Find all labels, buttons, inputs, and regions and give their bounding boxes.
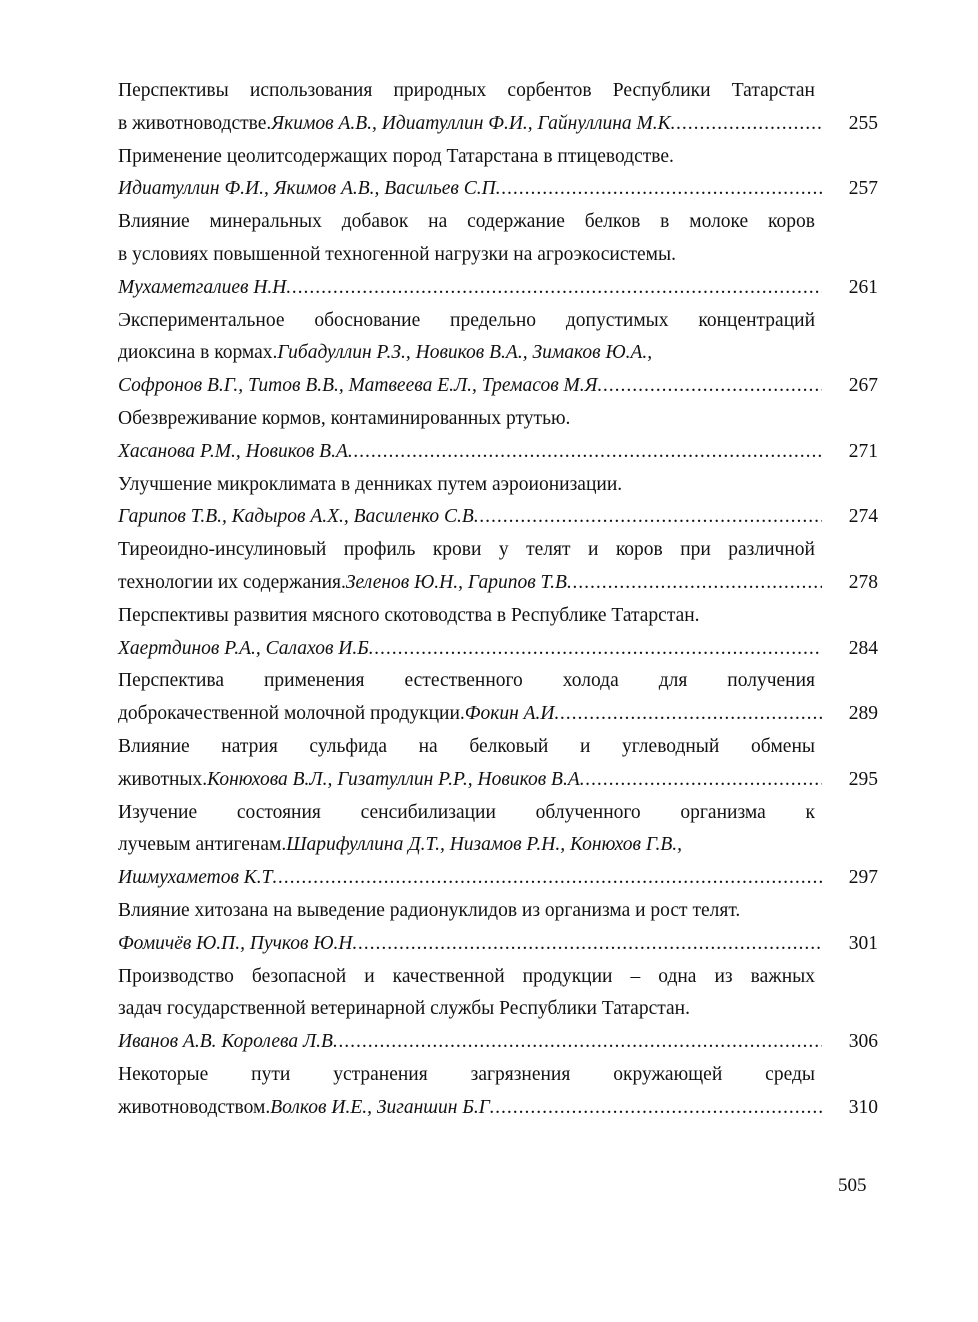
toc-line	[118, 567, 878, 600]
toc-line	[118, 108, 878, 141]
entry-page-number: 271	[848, 440, 878, 462]
entry-authors: Волков И.Е., Зиганшин Б.Г	[270, 1096, 490, 1118]
dot-leader	[353, 928, 823, 961]
entry-title-line: Перспективы развития мясного скотоводства в Республике Татарстан.	[118, 604, 700, 626]
toc-entry	[118, 665, 878, 731]
dot-leader	[597, 370, 822, 403]
entry-title-line: в животноводстве.	[118, 112, 272, 134]
toc-line	[118, 797, 878, 830]
entry-title-line: Влияние хитозана на выведение радионуклидов из организма и рост телят.	[118, 899, 741, 921]
toc-entry	[118, 797, 878, 895]
dot-leader	[348, 436, 822, 469]
dot-leader	[333, 1026, 822, 1059]
toc-entry	[118, 403, 878, 469]
entry-page-number: 267	[848, 375, 878, 397]
entry-title-line: Изучение состояния сенсибилизации облученного организма к	[118, 801, 815, 823]
entry-title-line: Экспериментальное обоснование предельно допустимых концентраций	[118, 309, 815, 331]
toc-line	[118, 173, 878, 206]
entry-page-number: 257	[848, 178, 878, 200]
toc-line	[118, 206, 878, 239]
toc-line	[118, 665, 878, 698]
entry-title-line: задач государственной ветеринарной службы Республики Татарстан.	[118, 998, 690, 1020]
toc-entry	[118, 1059, 878, 1125]
entry-authors: Софронов В.Г., Титов В.В., Матвеева Е.Л., Тремасов М.Я	[118, 375, 598, 397]
toc-line	[118, 895, 878, 928]
entry-authors: Фокин А.И	[464, 703, 555, 725]
toc-line	[118, 961, 878, 994]
toc-entry	[118, 731, 878, 797]
toc-line	[118, 501, 878, 534]
entry-page-number: 261	[848, 276, 878, 298]
toc-line	[118, 1092, 878, 1125]
toc-line	[118, 141, 878, 174]
entry-authors: Хасанова Р.М., Новиков В.А	[118, 440, 348, 462]
entry-title-line: животных.	[118, 768, 208, 790]
dot-leader	[580, 764, 822, 797]
entry-page-number: 278	[848, 571, 878, 593]
entry-page-number: 306	[848, 1031, 878, 1053]
entry-title-line: животноводством.	[118, 1096, 271, 1118]
toc-line	[118, 633, 878, 666]
toc-line	[118, 1059, 878, 1092]
toc-entry	[118, 961, 878, 1059]
entry-authors: Шарифуллина Д.Т., Низамов Р.Н., Конюхов Г.В.,	[286, 834, 682, 856]
toc-line	[118, 239, 878, 272]
toc-line	[118, 75, 878, 108]
entry-title-line: Перспективы использования природных сорбентов Республики Татарстан	[118, 80, 815, 101]
entry-page-number: 295	[848, 768, 878, 790]
entry-title-line: лучевым антигенам.	[118, 834, 287, 856]
entry-page-number: 301	[848, 932, 878, 954]
toc-line	[118, 305, 878, 338]
toc-line	[118, 993, 878, 1026]
toc-line	[118, 337, 878, 370]
toc-entry	[118, 206, 878, 304]
toc-entry	[118, 600, 878, 666]
entry-title-line: доброкачественной молочной продукции.	[118, 703, 465, 725]
dot-leader	[555, 698, 823, 731]
toc-line	[118, 436, 878, 469]
entry-authors: Иванов А.В. Королева Л.В	[118, 1031, 333, 1053]
dot-leader	[671, 108, 822, 141]
toc-entry	[118, 75, 878, 141]
toc-line	[118, 862, 878, 895]
dot-leader	[272, 862, 822, 895]
toc-entry	[118, 895, 878, 961]
entry-title-line: Обезвреживание кормов, контаминированных ртутью.	[118, 407, 571, 429]
entry-authors: Якимов А.В., Идиатуллин Ф.И., Гайнуллина М.К	[271, 112, 671, 134]
entry-title-line: Применение цеолитсодержащих пород Татарстана в птицеводстве.	[118, 145, 674, 167]
toc-line	[118, 698, 878, 731]
toc-line	[118, 764, 878, 797]
dot-leader	[490, 1092, 822, 1125]
toc-entry	[118, 534, 878, 600]
entry-authors: Зеленов Ю.Н., Гарипов Т.В	[345, 571, 567, 593]
dot-leader	[369, 633, 822, 666]
entry-page-number: 289	[848, 703, 878, 725]
entry-title-line: технологии их содержания.	[118, 571, 346, 593]
entry-authors: Гарипов Т.В., Кадыров А.Х., Василенко С.В	[118, 506, 474, 528]
dot-leader	[496, 173, 822, 206]
entry-authors: Фомичёв Ю.П., Пучков Ю.Н	[118, 932, 353, 954]
dot-leader	[474, 501, 822, 534]
toc-line	[118, 829, 878, 862]
toc-entry	[118, 141, 878, 207]
entry-authors: Хаертдинов Р.А., Салахов И.Б	[118, 637, 369, 659]
page-number: 505	[838, 1175, 867, 1196]
toc-line	[118, 1026, 878, 1059]
entry-authors: Конюхова В.Л., Гизатуллин Р.Р., Новиков В.А	[207, 768, 580, 790]
entry-title-line: Тиреоидно-инсулиновый профиль крови у телят и коров при различной	[118, 539, 815, 561]
entry-authors: Мухаметгалиев Н.Н	[118, 276, 287, 298]
toc-line	[118, 928, 878, 961]
entry-authors: Ишмухаметов К.Т	[118, 867, 273, 889]
toc-line	[118, 469, 878, 502]
entry-page-number: 297	[848, 867, 878, 889]
toc-entry	[118, 469, 878, 535]
entry-title-line: Влияние минеральных добавок на содержание белков в молоке коров	[118, 211, 815, 233]
toc-line	[118, 403, 878, 436]
table-of-contents	[118, 75, 878, 1125]
entry-title-line: Некоторые пути устранения загрязнения окружающей среды	[118, 1063, 815, 1085]
toc-line	[118, 600, 878, 633]
toc-line	[118, 731, 878, 764]
entry-page-number: 310	[848, 1096, 878, 1118]
toc-line	[118, 534, 878, 567]
entry-page-number: 255	[848, 112, 878, 134]
entry-page-number: 284	[848, 637, 878, 659]
entry-authors: Гибадуллин Р.З., Новиков В.А., Зимаков Ю.А.,	[277, 342, 653, 364]
toc-entry	[118, 305, 878, 403]
dot-leader	[567, 567, 822, 600]
entry-title-line: в условиях повышенной техногенной нагрузки на агроэкосистемы.	[118, 243, 676, 265]
entry-page-number: 274	[848, 506, 878, 528]
entry-title-line: Влияние натрия сульфида на белковый и углеводный обмены	[118, 735, 815, 757]
entry-authors: Идиатуллин Ф.И., Якимов А.В., Васильев С.П	[118, 178, 496, 200]
entry-title-line: Перспектива применения естественного холода для получения	[118, 670, 815, 692]
dot-leader	[286, 272, 822, 305]
entry-title-line: диоксина в кормах.	[118, 342, 278, 364]
entry-title-line: Улучшение микроклимата в денниках путем аэроионизации.	[118, 473, 623, 495]
entry-title-line: Производство безопасной и качественной продукции – одна из важных	[118, 965, 815, 987]
toc-line	[118, 370, 878, 403]
toc-line	[118, 272, 878, 305]
